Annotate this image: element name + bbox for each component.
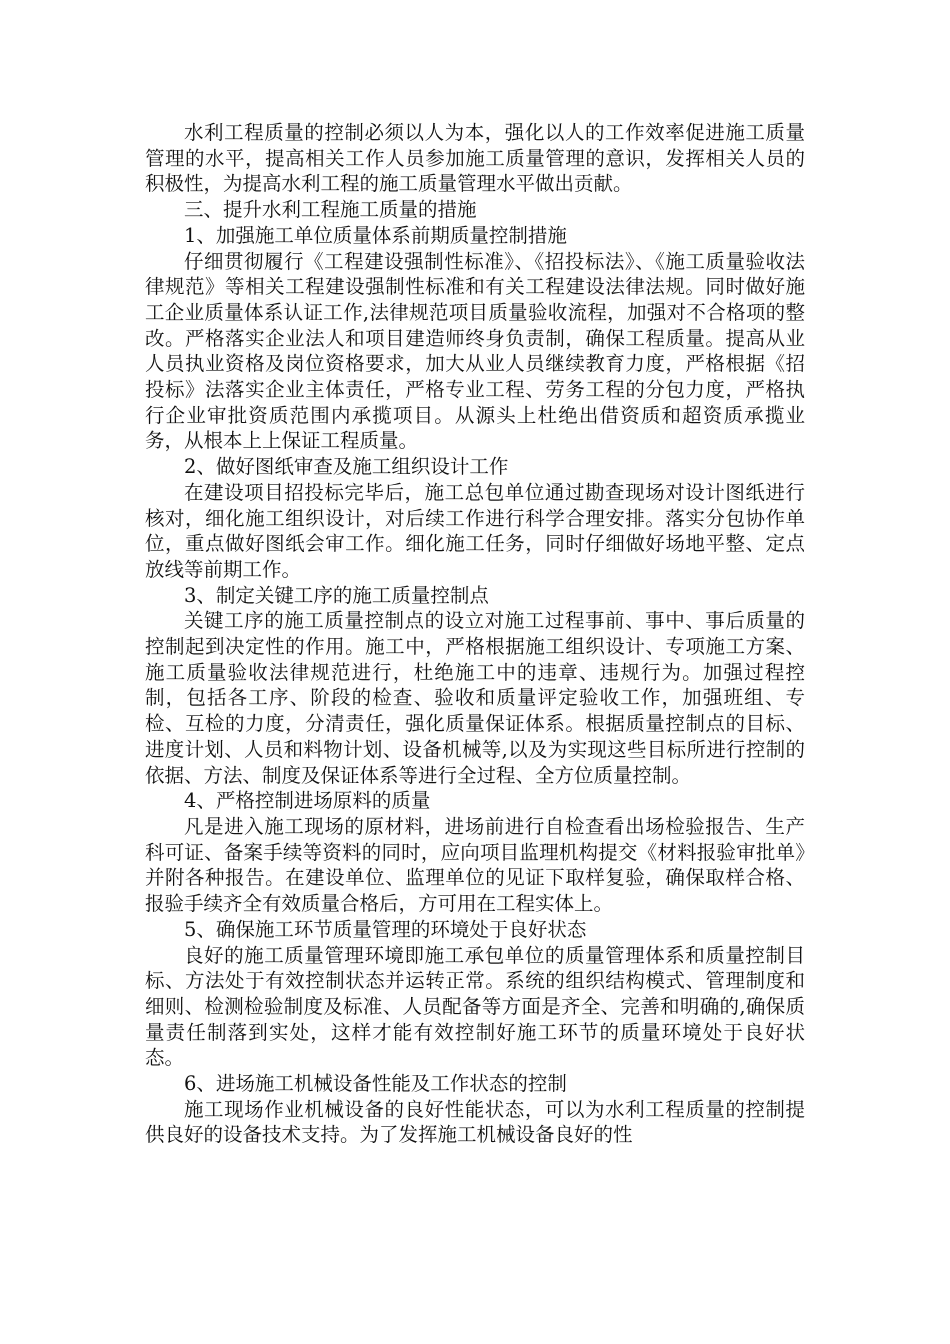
body-paragraph: 关键工序的施工质量控制点的设立对施工过程事前、事中、事后质量的控制起到决定性的作用。施工中，严格根据施工组织设计、专项施工方案、施工质量验收法律规范进行，杜绝施工中的违章、违规行为。加强过程控制，包括各工序、阶段的检查、验收和质量评定验收工作，加强班组、专检、互检的力度，分清责任，强化质量保证体系。根据质量控制点的目标、进度计划、人员和料物计划、设备机械等,以及为实现这些目标所进行控制的依据、方法、制度及保证体系等进行全过程、全方位质量控制。 [145,609,805,787]
document-page [145,120,805,1148]
subsection-heading: 5、确保施工环节质量管理的环境处于良好状态 [184,917,587,941]
subsection-heading: 6、进场施工机械设备性能及工作状态的控制 [184,1072,567,1096]
subsection-heading: 4、严格控制进场原料的质量 [184,789,431,813]
body-paragraph: 良好的施工质量管理环境即施工承包单位的质量管理体系和质量控制目标、方法处于有效控制状态并运转正常。系统的组织结构模式、管理制度和细则、检测检验制度及标准、人员配备等方面是齐全、完善和明确的,确保质量责任制落到实处，这样才能有效控制好施工环节的质量环境处于良好状态。 [145,943,805,1070]
body-paragraph: 水利工程质量的控制必须以人为本，强化以人的工作效率促进施工质量管理的水平，提高相关工作人员参加施工质量管理的意识，发挥相关人员的积极性，为提高水利工程的施工质量管理水平做出贡献。 [145,121,805,196]
subsection-heading: 2、做好图纸审查及施工组织设计工作 [184,455,509,479]
body-paragraph: 施工现场作业机械设备的良好性能状态，可以为水利工程质量的控制提供良好的设备技术支持。为了发挥施工机械设备良好的性 [145,1097,805,1147]
body-paragraph: 在建设项目招投标完毕后，施工总包单位通过勘查现场对设计图纸进行核对，细化施工组织设计，对后续工作进行科学合理安排。落实分包协作单位，重点做好图纸会审工作。细化施工任务，同时仔细做好场地平整、定点放线等前期工作。 [145,480,805,581]
body-paragraph: 仔细贯彻履行《工程建设强制性标准》、《招投标法》、《施工质量验收法律规范》等相关工程建设强制性标准和有关工程建设法律法规。同时做好施工企业质量体系认证工作,法律规范项目质量验收流程，加强对不合格项的整改。严格落实企业法人和项目建造师终身负责制，确保工程质量。提高从业人员执业资格及岗位资格要求，加大从业人员继续教育力度，严格根据《招投标》法落实企业主体责任，严格专业工程、劳务工程的分包力度，严格执行企业审批资质范围内承揽项目。从源头上杜绝出借资质和超资质承揽业务，从根本上上保证工程质量。 [145,249,805,453]
section-heading: 三、提升水利工程施工质量的措施 [184,198,477,222]
subsection-heading: 3、制定关键工序的施工质量控制点 [184,583,489,607]
subsection-heading: 1、加强施工单位质量体系前期质量控制措施 [184,223,567,247]
body-paragraph: 凡是进入施工现场的原材料，进场前进行自检查看出场检验报告、生产科可证、备案手续等资料的同时，应向项目监理机构提交《材料报验审批单》并附各种报告。在建设单位、监理单位的见证下取样复验，确保取样合格、报验手续齐全有效质量合格后，方可用在工程实体上。 [145,814,805,916]
